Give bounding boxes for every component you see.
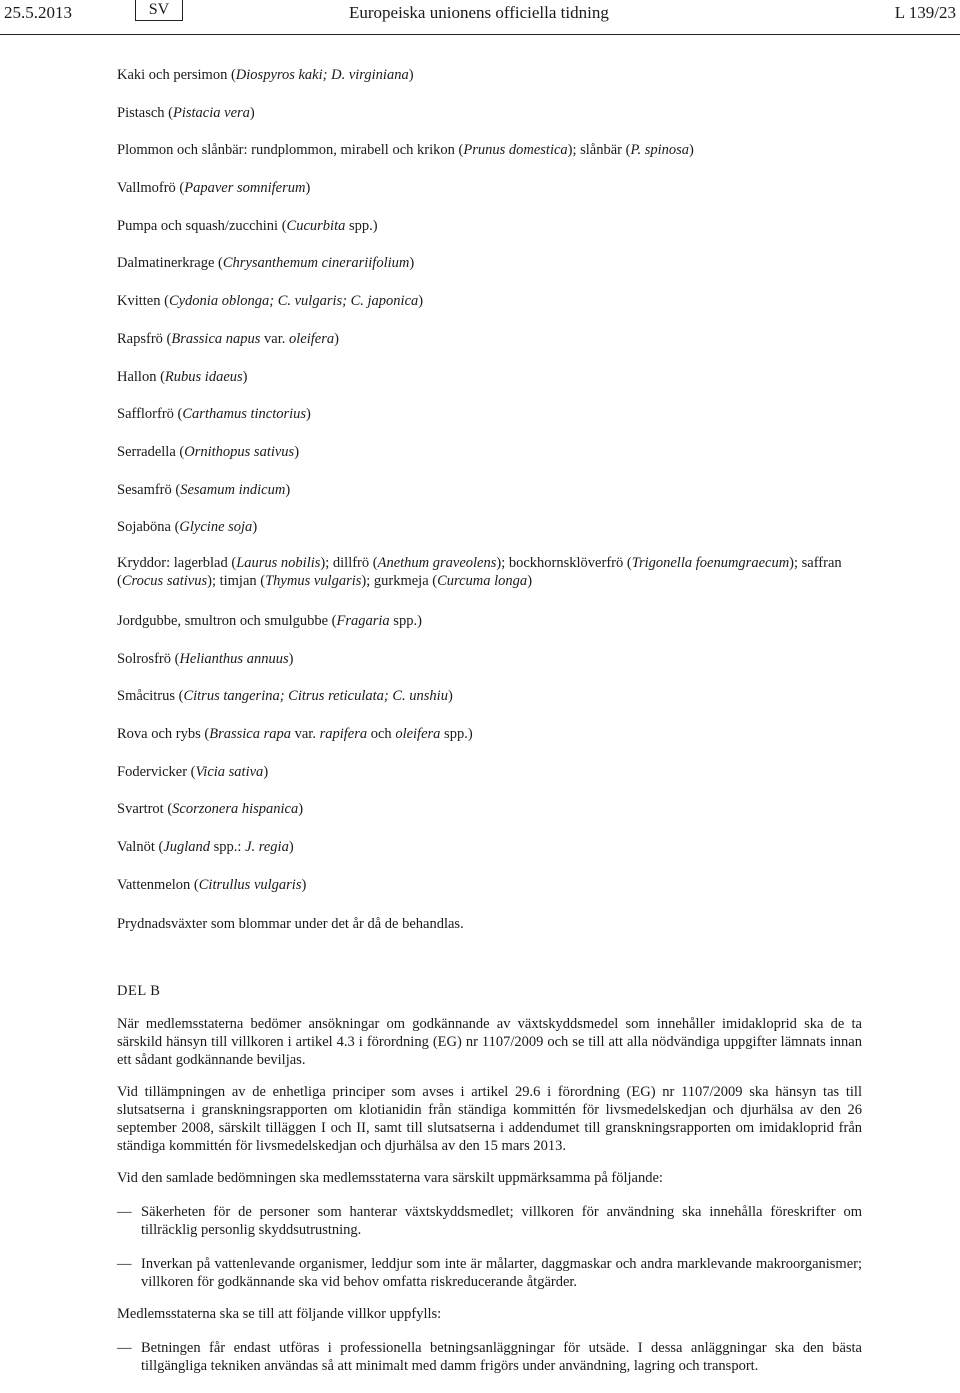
dash-marker: — (117, 1256, 132, 1273)
paragraph-4: Medlemsstaterna ska se till att följande villkor uppfylls: (117, 1306, 442, 1323)
list-item: Sesamfrö (Sesamum indicum) (117, 481, 291, 498)
journal-title: Europeiska unionens officiella tidning (349, 3, 609, 22)
page-number: L 139/23 (894, 3, 956, 22)
ornamental-note: Prydnadsväxter som blommar under det år då de behandlas. (117, 916, 464, 933)
dash-text: Säkerheten för de personer som hanterar växtskyddsmedlet; villkoren för användning ska innehålla föreskrifter om tillräcklig personlig skyddsutrustning. (141, 1204, 862, 1239)
list-item: Valnöt (Jugland spp.: J. regia) (117, 839, 294, 856)
list-item: Kaki och persimon (Diospyros kaki; D. virginiana) (117, 67, 414, 83)
list-item: Fodervicker (Vicia sativa) (117, 763, 269, 780)
paragraph-1: När medlemsstaterna bedömer ansökningar om godkännande av växtskyddsmedel som innehåller imidakloprid ska de ta särskild hänsyn till villkoren i artikel 4.3 i förordning (EG) nr 1107/2009 och se till att alla nödvändiga uppgifter lämnats innan ett sådant godkännande beviljas. (117, 1016, 862, 1069)
list-item: Serradella (Ornithopus sativus) (117, 443, 300, 460)
list-item: Kryddor: lagerblad (Laurus nobilis); dillfrö (Anethum graveolens); bockhornsklöverfrö (Trigonella foenumgraecum); saffran (Crocus sativus); timjan (Thymus vulgaris); gurkmeja (Curcuma longa) (117, 554, 842, 589)
list-item: Jordgubbe, smultron och smulgubbe (Fragaria spp.) (117, 612, 422, 629)
list-item: Dalmatinerkrage (Chrysanthemum cinerariifolium) (117, 255, 415, 272)
language-badge: SV (135, 0, 183, 21)
list-item: Pistasch (Pistacia vera) (117, 104, 255, 121)
publication-date: 25.5.2013 (4, 3, 72, 22)
paragraph-3: Vid den samlade bedömningen ska medlemsstaterna vara särskilt uppmärksamma på följande: (117, 1170, 663, 1187)
list-item: Sojaböna (Glycine soja) (117, 519, 258, 536)
page-header (0, 0, 960, 36)
document-body (117, 64, 862, 1375)
section-title: DEL B (117, 983, 161, 1000)
list-item: Hallon (Rubus idaeus) (117, 368, 248, 385)
list-item: Småcitrus (Citrus tangerina; Citrus reticulata; C. unshiu) (117, 688, 453, 705)
crop-list (117, 64, 862, 911)
dash-text: Inverkan på vattenlevande organismer, leddjur som inte är målarter, daggmaskar och andra marklevande makroorganismer; villkoren för godkännande ska vid behov omfatta riskreducerande åtgärder. (141, 1256, 862, 1291)
list-item: Solrosfrö (Helianthus annuus) (117, 650, 294, 667)
list-item: Vattenmelon (Citrullus vulgaris) (117, 876, 307, 893)
dash-item-3 (117, 1339, 862, 1375)
dash-item-1 (117, 1203, 862, 1239)
list-item: Pumpa och squash/zucchini (Cucurbita spp.) (117, 217, 378, 234)
list-item: Safflorfrö (Carthamus tinctorius) (117, 406, 311, 423)
list-item: Vallmofrö (Papaver somniferum) (117, 180, 311, 197)
list-item: Rova och rybs (Brassica rapa var. rapifera och oleifera spp.) (117, 726, 473, 742)
list-item: Rapsfrö (Brassica napus var. oleifera) (117, 330, 339, 347)
list-item: Plommon och slånbär: rundplommon, mirabell och krikon (Prunus domestica); slånbär (P. spinosa) (117, 142, 694, 159)
dash-marker: — (117, 1204, 132, 1221)
header-rule (0, 34, 960, 35)
list-item: Kvitten (Cydonia oblonga; C. vulgaris; C. japonica) (117, 293, 424, 310)
dash-marker: — (117, 1340, 132, 1357)
paragraph-2: Vid tillämpningen av de enhetliga principer som avses i artikel 29.6 i förordning (EG) nr 1107/2009 ska hänsyn tas till slutsatserna i granskningsrapporten om klotianidin från ständiga kommittén för livsmedelskedjan och djurhälsa av den 26 september 2008, särskilt tilläggen I och II, samt till slutsatserna i addendumet till granskningsrapporten om imidakloprid från ständiga kommittén för livsmedelskedjan och djurhälsa av den 15 mars 2013. (117, 1084, 862, 1155)
list-item: Svartrot (Scorzonera hispanica) (117, 801, 304, 818)
dash-text: Betningen får endast utföras i professionella betningsanläggningar för utsäde. I dessa anläggningar ska den bästa tillgängliga tekniken användas så att minimalt med damm frigörs under användning, lagring och transport. (141, 1340, 862, 1375)
dash-item-2 (117, 1255, 862, 1291)
